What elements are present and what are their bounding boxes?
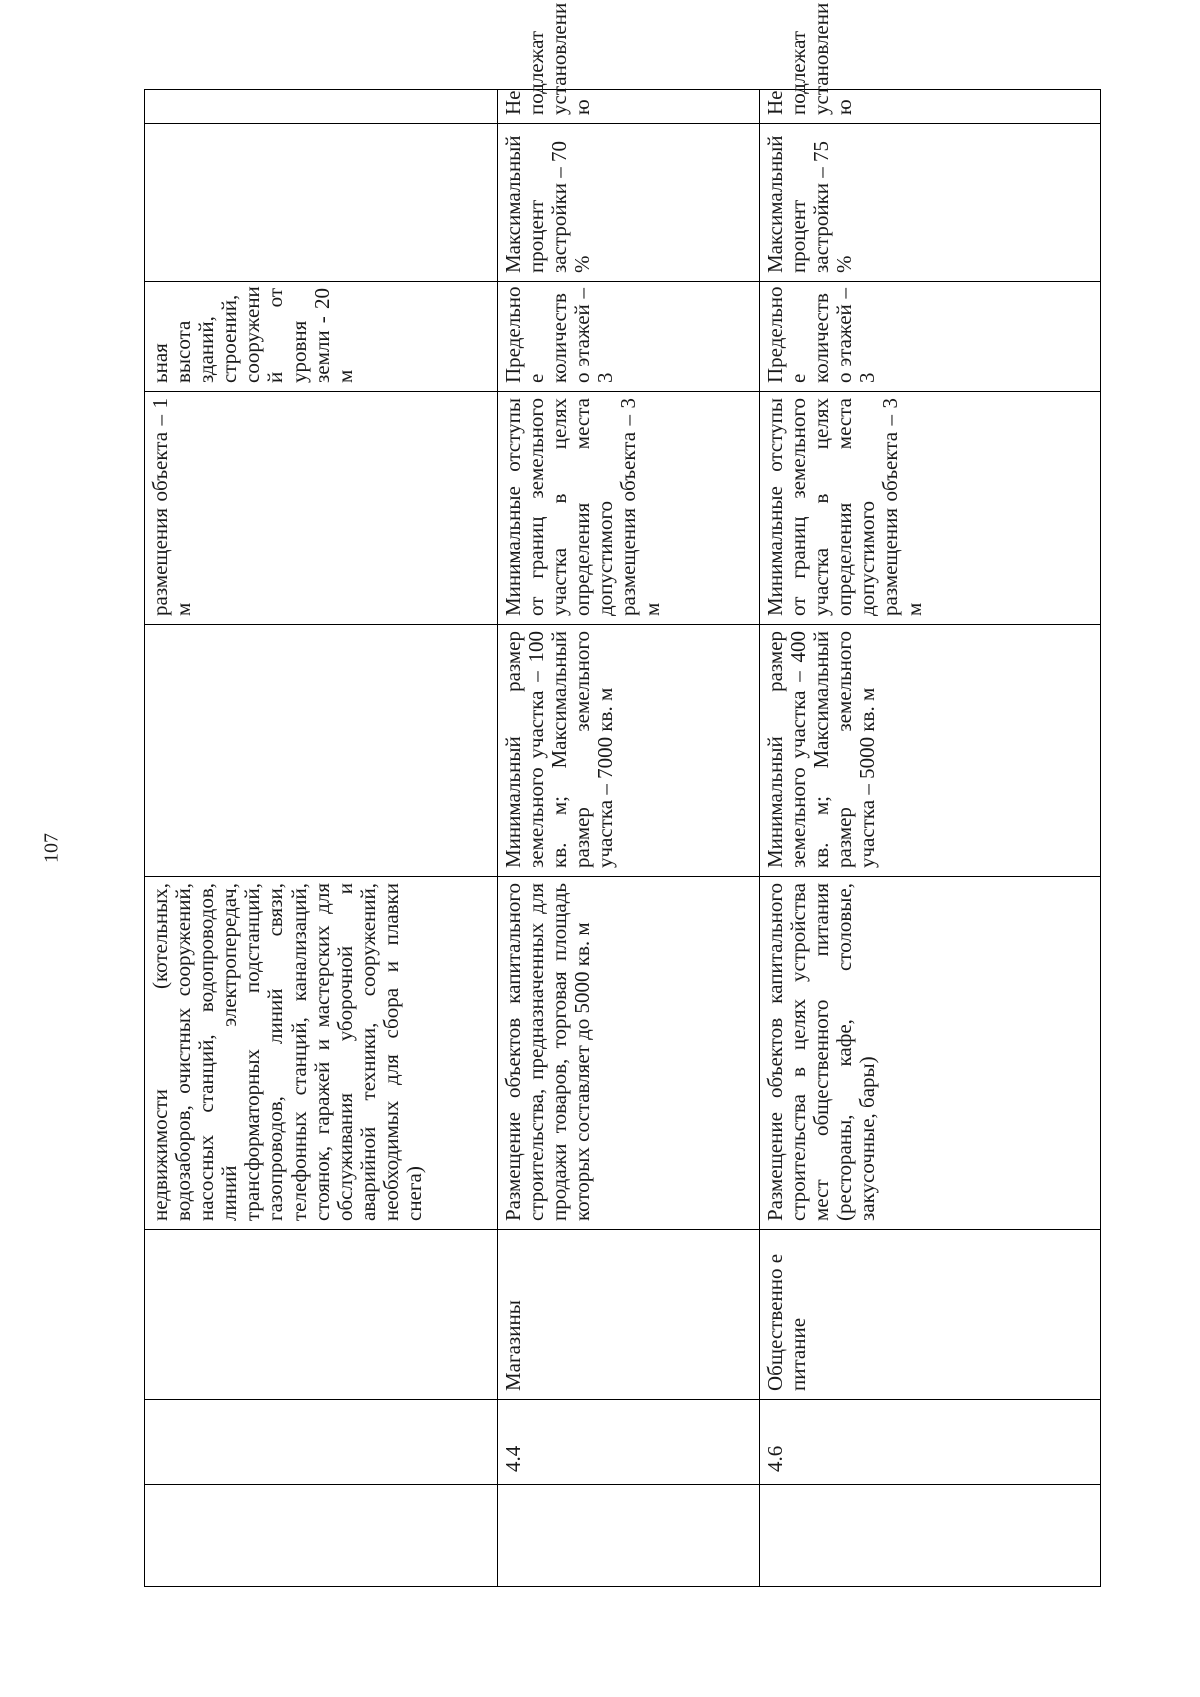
table-row bbox=[498, 90, 760, 1587]
table-cell-other bbox=[145, 90, 498, 124]
table-cell-height: Предельно е количеств о этажей – 3 bbox=[498, 282, 760, 392]
table-cell-description: Размещение объектов капитального строительства в целях устройства мест общественного питания (рестораны, кафе, столовые, закусочные, бары) bbox=[760, 877, 1101, 1230]
table-cell-code bbox=[145, 1400, 498, 1485]
table-cell-use-type: Общественно е питание bbox=[760, 1230, 1101, 1400]
table-cell-blank bbox=[760, 1485, 1101, 1587]
table-cell-code: 4.4 bbox=[498, 1400, 760, 1485]
page-number: 107 bbox=[40, 833, 63, 863]
table-cell-height: Предельно е количеств о этажей – 3 bbox=[760, 282, 1101, 392]
table-cell-use-type bbox=[145, 1230, 498, 1400]
table-cell-blank bbox=[498, 1485, 760, 1587]
land-use-regulations-table bbox=[144, 2, 1101, 1587]
table-cell-description: недвижимости (котельных, водозаборов, очистных сооружений, насосных станций, водопроводов, линий электропередач, трансформаторных подстанций, газопроводов, линий связи, телефонных станций, канализаций, стоянок, гаражей и мастерских для обслуживания уборочной и аварийной техники, сооружений, необходимых для сбора и плавки снега) bbox=[145, 877, 498, 1230]
table-cell-setbacks: Минимальные отступы от границ земельного участка в целях определения места допустимого размещения объекта – 3 м bbox=[760, 392, 1101, 625]
table-cell-coverage: Максимальный процент застройки – 75 % bbox=[760, 124, 1101, 282]
table-cell-coverage: Максимальный процент застройки – 70 % bbox=[498, 124, 760, 282]
table-cell-use-type: Магазины bbox=[498, 1230, 760, 1400]
table-cell-blank bbox=[145, 1485, 498, 1587]
table-cell-description: Размещение объектов капитального строительства, предназначенных для продажи товаров, торговая площадь которых составляет до 5000 кв. м bbox=[498, 877, 760, 1230]
table-cell-other: Не подлежат установлени ю bbox=[760, 90, 1101, 124]
table-cell-plot-size bbox=[145, 625, 498, 877]
table-cell-coverage bbox=[145, 124, 498, 282]
table-cell-code: 4.6 bbox=[760, 1400, 1101, 1485]
rotated-table-frame bbox=[144, 2, 1100, 1587]
table-cell-setbacks: Минимальные отступы от границ земельного участка в целях определения места допустимого размещения объекта – 3 м bbox=[498, 392, 760, 625]
table-cell-other: Не подлежат установлени ю bbox=[498, 90, 760, 124]
table-cell-plot-size: Минимальный размер земельного участка – 100 кв. м; Максимальный размер земельного участка – 7000 кв. м bbox=[498, 625, 760, 877]
table-row bbox=[760, 90, 1101, 1587]
table-cell-plot-size: Минимальный размер земельного участка – 400 кв. м; Максимальный размер земельного участка – 5000 кв. м bbox=[760, 625, 1101, 877]
table-row bbox=[145, 90, 498, 1587]
table-cell-height: ьная высота зданий, строений, сооружени й от уровня земли - 20 м bbox=[145, 282, 498, 392]
table-cell-setbacks: размещения объекта – 1 м bbox=[145, 392, 498, 625]
